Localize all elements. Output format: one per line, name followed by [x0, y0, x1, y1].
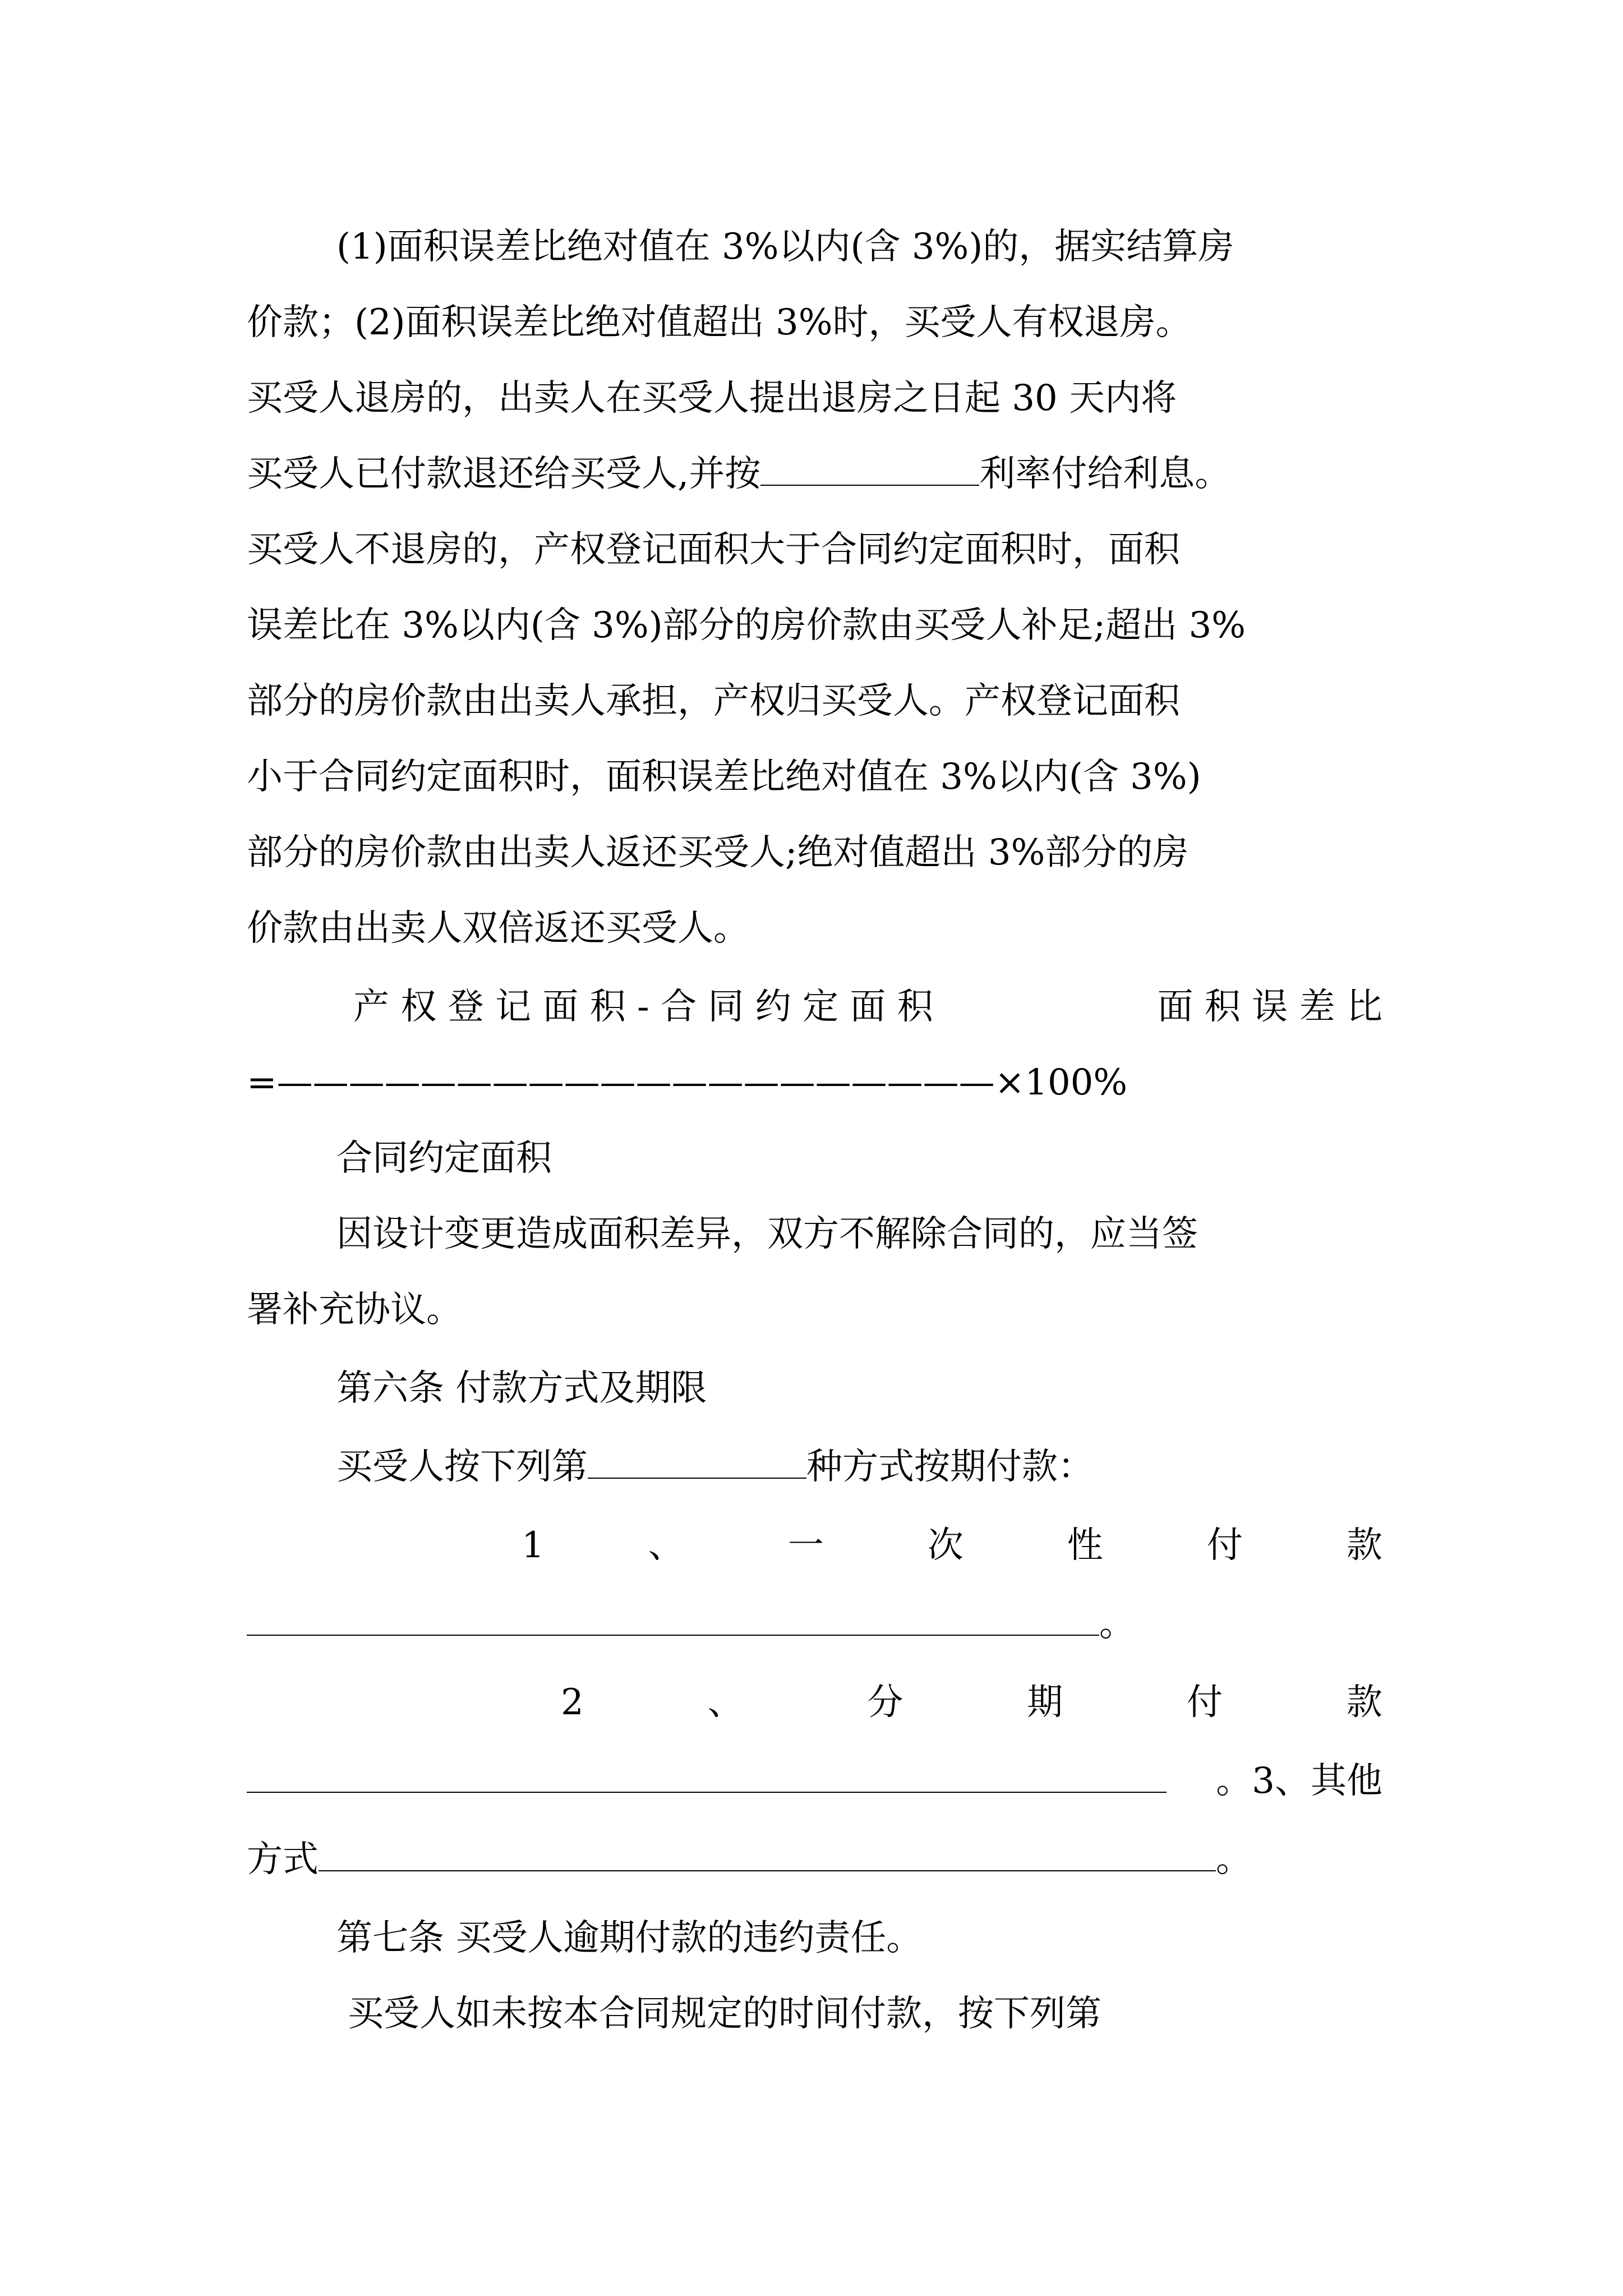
paragraph-line-4-tail: 利率付给利息。: [979, 453, 1231, 495]
article-6-intro: [336, 1425, 1382, 1509]
option-2-token: 、: [707, 1682, 744, 1723]
article-6-title: 第六条 付款方式及期限: [336, 1368, 707, 1409]
formula-numerator: 产 权 登 记 面 积 - 合 同 约 定 面 积: [353, 986, 933, 1028]
paragraph-line-6: 误差比在 3%以内(含 3%)部分的房价款由买受人补足;超出 3%: [247, 605, 1246, 646]
paragraph-supplementary-agreement: 署补充协议。: [247, 1289, 462, 1331]
paragraph-line-2: 价款；(2)面积误差比绝对值超出 3%时，买受人有权退房。: [247, 302, 1192, 343]
option-2-token: 2: [561, 1682, 584, 1723]
paragraph-line-3: 买受人退房的，出卖人在买受人提出退房之日起 30 天内将: [247, 378, 1177, 419]
paragraph-line-10: 价款由出卖人双倍返还买受人。: [247, 908, 749, 949]
option-1-token: 、: [648, 1525, 684, 1566]
article-6-intro-tail: 种方式按期付款：: [806, 1446, 1094, 1488]
article-7-text: 买受人如未按本合同规定的时间付款，按下列第: [348, 1993, 1101, 2035]
paragraph-line-4-text: 买受人已付款退还给买受人,并按: [247, 453, 761, 495]
paragraph-line-7: 部分的房价款由出卖人承担，产权归买受人。产权登记面积: [247, 680, 1180, 722]
article-6-intro-text: 买受人按下列第: [336, 1446, 588, 1488]
option-3-end: 。: [1216, 1839, 1252, 1880]
formula-fraction-line: =————————————————————×100%: [247, 1062, 1128, 1103]
option-2-token: 期: [1027, 1682, 1063, 1723]
option-3-line: [247, 1818, 1382, 1902]
paragraph-line-8: 小于合同约定面积时，面积误差比绝对值在 3%以内(含 3%): [247, 756, 1201, 798]
formula-denominator: 合同约定面积: [336, 1138, 552, 1179]
interest-rate-blank: [760, 448, 979, 486]
paragraph-line-1: (1)面积误差比绝对值在 3%以内(含 3%)的，据实结算房: [336, 226, 1234, 268]
paragraph-design-change: 因设计变更造成面积差异，双方不解除合同的，应当签: [336, 1213, 1198, 1255]
option-2-blank-line: [247, 1739, 1382, 1823]
option-2-end: 。3、其他: [1216, 1760, 1382, 1802]
option-2-token: 款: [1346, 1682, 1382, 1723]
option-1-token: 次: [927, 1525, 963, 1566]
option-1-token: 款: [1347, 1525, 1382, 1566]
option-3-label: 方式: [247, 1839, 319, 1880]
option-1-blank: [247, 1598, 1099, 1636]
option-2-blank: [247, 1755, 1166, 1793]
formula-numerator-line: [353, 965, 1382, 1049]
option-1-blank-line: [247, 1582, 1382, 1666]
option-1-token: 付: [1206, 1525, 1243, 1566]
option-1-token: 1: [522, 1525, 545, 1566]
option-3-blank: [319, 1833, 1216, 1871]
option-1-heading: [522, 1503, 1382, 1588]
option-1-token: 一: [787, 1525, 824, 1566]
option-2-token: 付: [1187, 1682, 1223, 1723]
payment-method-blank: [588, 1441, 806, 1479]
option-1-end: 。: [1099, 1603, 1135, 1645]
paragraph-line-5: 买受人不退房的，产权登记面积大于合同约定面积时，面积: [247, 529, 1180, 570]
article-7-title: 第七条 买受人逾期付款的违约责任。: [336, 1917, 923, 1959]
paragraph-line-9: 部分的房价款由出卖人返还买受人;绝对值超出 3%部分的房: [247, 832, 1189, 873]
option-1-token: 性: [1067, 1525, 1103, 1566]
option-2-heading: [561, 1660, 1382, 1745]
paragraph-line-4: [247, 432, 1382, 516]
formula-label: 面 积 误 差 比: [1157, 986, 1382, 1028]
option-2-token: 分: [867, 1682, 903, 1723]
